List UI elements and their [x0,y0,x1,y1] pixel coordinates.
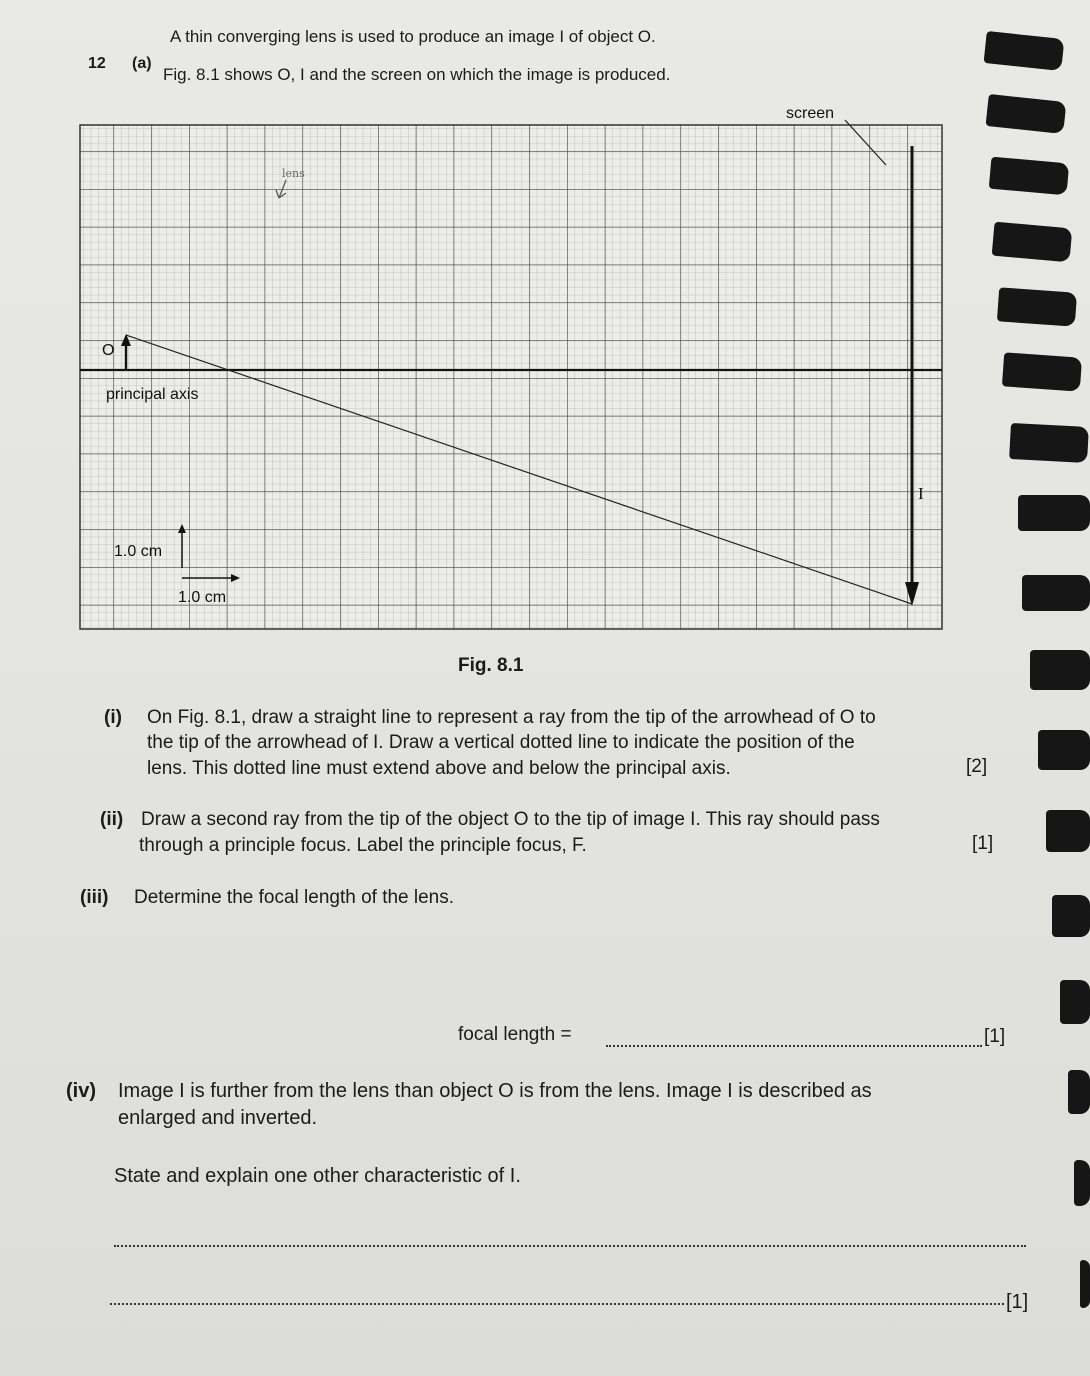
figure-intro-text: Fig. 8.1 shows O, I and the screen on which the image is produced. [163,65,671,84]
scale-horizontal-label: 1.0 cm [178,589,227,606]
question-iv-marks: [1] [1006,1291,1029,1313]
graph-grid [80,125,942,629]
question-i-line-3: lens. This dotted line must extend above and below the principal axis. [147,758,731,779]
question-i-line-1: On Fig. 8.1, draw a straight line to represent a ray from the tip of the arrowhead of O to [147,707,876,728]
figure-caption: Fig. 8.1 [458,655,524,676]
question-ii-marks: [1] [972,833,994,854]
question-number: 12 [88,55,106,72]
part-label: (a) [132,55,152,72]
handwritten-lens-note: lens [282,167,305,180]
question-i-line-2: the tip of the arrowhead of I. Draw a vertical dotted line to indicate the position of the [147,732,855,753]
answer-line-2[interactable] [110,1303,1004,1305]
screen-label: screen [786,105,835,122]
question-i-marks: [2] [966,756,988,777]
question-i-num: (i) [104,707,122,728]
question-iv-num: (iv) [66,1080,96,1102]
question-iv-line-3: State and explain one other characteristic of I. [114,1165,521,1187]
question-iv-line-1: Image I is further from the lens than object O is from the lens. Image I is described as [118,1080,872,1102]
focal-length-label: focal length = [458,1024,572,1045]
question-ii-num: (ii) [100,809,124,830]
answer-line-1[interactable] [114,1245,1026,1247]
focal-length-answer-field[interactable] [606,1045,982,1047]
question-iv-line-2: enlarged and inverted. [118,1107,318,1129]
question-iii-num: (iii) [80,887,109,908]
intro-text: A thin converging lens is used to produce an image I of object O. [170,27,656,46]
image-label: I [918,484,924,503]
object-label: O [102,342,115,359]
question-iii-line-1: Determine the focal length of the lens. [134,887,455,908]
question-iii-marks: [1] [984,1026,1006,1047]
scale-vertical-label: 1.0 cm [114,543,163,560]
question-ii-line-1: Draw a second ray from the tip of the object O to the tip of image I. This ray should pass [141,809,880,830]
principal-axis-label: principal axis [106,386,199,403]
question-ii-line-2: through a principle focus. Label the principle focus, F. [139,835,587,856]
